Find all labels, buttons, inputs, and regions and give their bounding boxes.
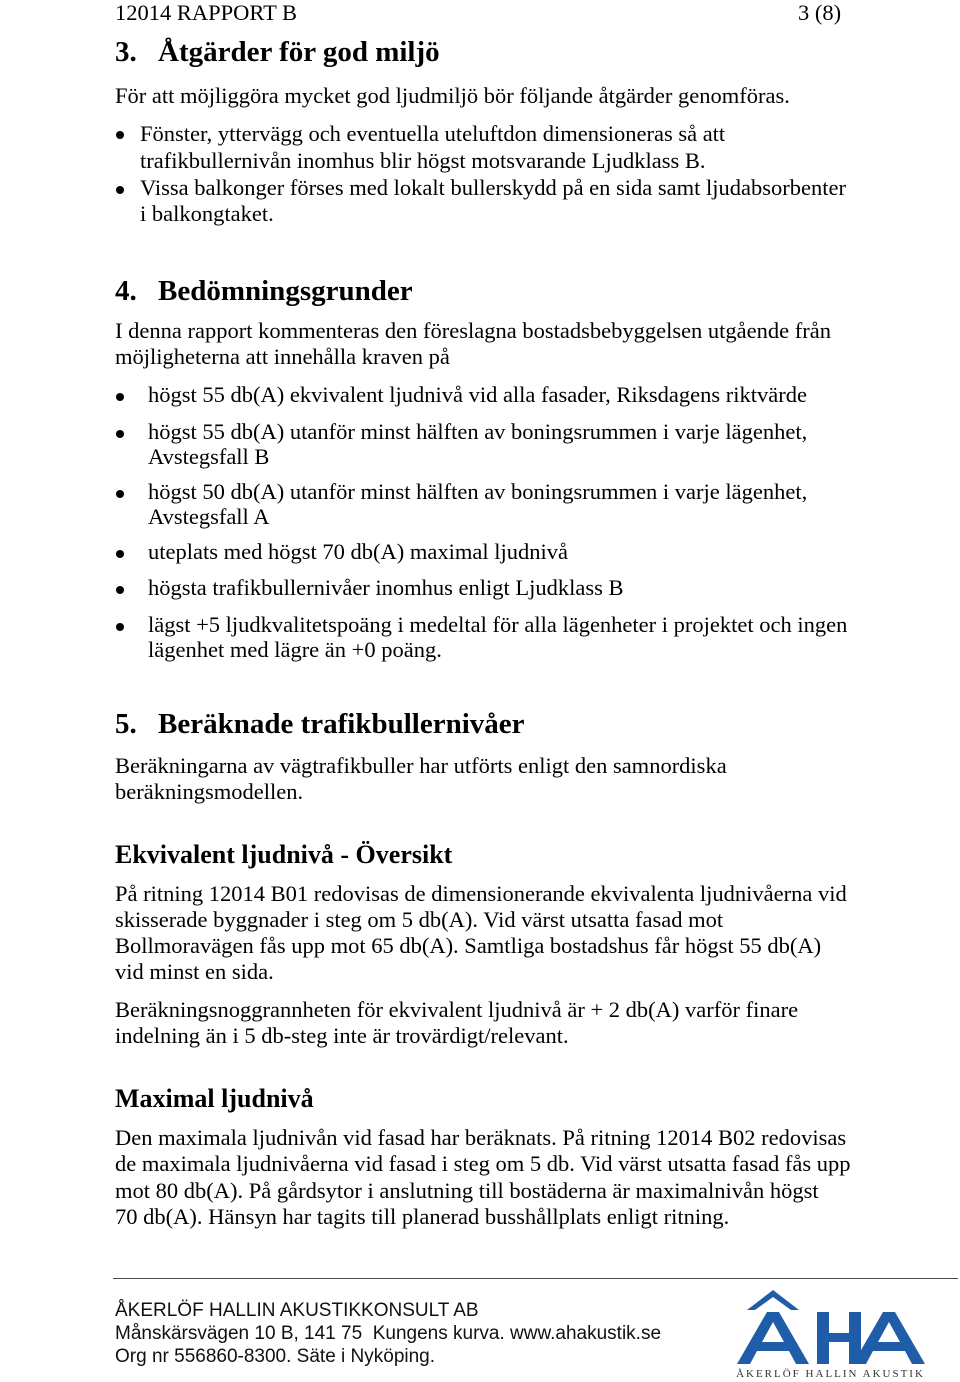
bullet-icon xyxy=(116,131,124,139)
paragraph-line: mot 80 db(A). På gårdsytor i anslutning till bostäderna är maximalnivån högst xyxy=(115,1177,819,1203)
company-registration: Org nr 556860-8300. Säte i Nyköping. xyxy=(115,1346,436,1367)
logo-ring-chevron xyxy=(747,1290,799,1310)
logo-letter-h xyxy=(817,1312,861,1364)
bullet-text xyxy=(115,612,847,662)
report-id: 12014 RAPPORT B xyxy=(115,0,298,25)
maximal-paragraph xyxy=(115,1125,851,1230)
paragraph-line: Bollmoravägen fås upp mot 65 db(A). Samtliga bostadshus får högst 55 db(A) xyxy=(115,933,822,958)
section-5-number: 5. xyxy=(115,708,137,740)
paragraph-line: För att möjliggöra mycket god ljudmiljö bör följande åtgärder genomföras. xyxy=(115,83,790,108)
paragraph-line: beräkningsmodellen. xyxy=(115,779,304,804)
bullet-line: uteplats med högst 70 db(A) maximal ljudnivå xyxy=(148,539,568,564)
section-3-heading xyxy=(115,35,440,69)
paragraph-line: vid minst en sida. xyxy=(115,959,274,984)
paragraph-line: Den maximala ljudnivån vid fasad har beräknats. På ritning 12014 B02 redovisas xyxy=(115,1125,847,1150)
bullet-item xyxy=(115,612,847,662)
section-3-number: 3. xyxy=(115,36,137,68)
logo-letter-a xyxy=(737,1312,809,1364)
section-4-number: 4. xyxy=(115,275,137,307)
bullet-icon xyxy=(116,430,124,438)
bullet-line: högst 55 db(A) utanför minst hälften av boningsrummen i varje lägenhet, xyxy=(148,419,808,444)
bullet-text xyxy=(115,479,807,529)
bullet-line: högst 55 db(A) ekvivalent ljudnivå vid alla fasader, Riksdagens riktvärde xyxy=(148,382,807,407)
bullet-icon xyxy=(116,586,124,594)
paragraph-line: de maximala ljudnivåerna vid fasad i steg om 5 db. Vid värst utsatta fasad fås upp xyxy=(115,1151,851,1177)
section-5-title: Beräknade trafikbullernivåer xyxy=(158,708,525,740)
bullet-icon xyxy=(116,623,124,631)
paragraph-line: Beräkningarna av vägtrafikbuller har utförts enligt den samnordiska xyxy=(115,753,727,778)
bullet-line: Avstegsfall A xyxy=(148,504,270,529)
logo-letter-a-second xyxy=(853,1312,925,1364)
paragraph-line: möjligheterna att innehålla kraven på xyxy=(115,344,450,369)
bullet-text xyxy=(115,539,568,564)
bullet-line: Fönster, yttervägg och eventuella uteluftdon dimensioneras så att xyxy=(140,121,726,146)
company-logo xyxy=(733,1286,928,1366)
paragraph-line: indelning än i 5 db-steg inte är trovärdigt/relevant. xyxy=(115,1023,569,1048)
bullet-line: i balkongtaket. xyxy=(140,201,274,226)
section-3-title: Åtgärder för god miljö xyxy=(158,36,440,68)
logo-caption: ÅKERLÖF HALLIN AKUSTIK xyxy=(736,1368,925,1380)
section-5-intro xyxy=(115,753,727,805)
bullet-icon xyxy=(116,550,124,558)
bullet-line: lägenhet med lägre än +0 poäng. xyxy=(148,637,442,662)
paragraph-line: På ritning 12014 B01 redovisas de dimensionerande ekvivalenta ljudnivåerna vid xyxy=(115,881,847,906)
bullet-icon xyxy=(116,393,124,401)
section-4-heading xyxy=(115,274,413,308)
bullet-item xyxy=(115,539,568,564)
company-address: Månskärsvägen 10 B, 141 75 Kungens kurva. www.ahakustik.se xyxy=(115,1323,662,1344)
paragraph-line: 70 db(A). Hänsyn har tagits till planerad busshållplats enligt ritning. xyxy=(115,1203,730,1229)
accuracy-paragraph xyxy=(115,997,798,1049)
company-name: ÅKERLÖF HALLIN AKUSTIKKONSULT AB xyxy=(115,1300,479,1321)
bullet-item xyxy=(115,120,725,174)
section-4-intro xyxy=(115,318,831,370)
page-number: 3 (8) xyxy=(798,0,842,25)
bullet-text xyxy=(115,175,846,227)
paragraph-line: skisserade byggnader i steg om 5 db(A). Vid värst utsatta fasad mot xyxy=(115,907,724,932)
footer-contact xyxy=(115,1299,661,1368)
bullet-line: högst 50 db(A) utanför minst hälften av boningsrummen i varje lägenhet, xyxy=(148,479,808,504)
bullet-line: Vissa balkonger förses med lokalt bullerskydd på en sida samt ljudabsorbenter xyxy=(140,175,846,200)
bullet-item xyxy=(115,175,846,227)
bullet-line: trafikbullernivån inomhus blir högst motsvarande Ljudklass B. xyxy=(140,148,706,173)
footer-divider xyxy=(113,1278,958,1279)
paragraph-line: Beräkningsnoggrannheten för ekvivalent ljudnivå är + 2 db(A) varför finare xyxy=(115,997,799,1022)
bullet-item xyxy=(115,479,807,529)
paragraph-line: I denna rapport kommenteras den föreslagna bostadsbebyggelsen utgående från xyxy=(115,318,831,343)
bullet-icon xyxy=(116,186,124,194)
bullet-item xyxy=(115,382,807,407)
bullet-icon xyxy=(116,490,124,498)
section-3-intro xyxy=(115,83,790,109)
bullet-line: Avstegsfall B xyxy=(148,444,270,469)
bullet-text xyxy=(115,575,624,600)
bullet-line: högsta trafikbullernivåer inomhus enligt Ljudklass B xyxy=(148,575,624,600)
bullet-text xyxy=(115,382,807,407)
bullet-item xyxy=(115,575,624,600)
subsection-equivalent-title: Ekvivalent ljudnivå - Översikt xyxy=(115,840,453,869)
bullet-text xyxy=(115,419,807,469)
bullet-line: lägst +5 ljudkvalitetspoäng i medeltal för alla lägenheter i projektet och ingen xyxy=(148,612,848,637)
equivalent-paragraph xyxy=(115,881,847,985)
subsection-maximal-title: Maximal ljudnivå xyxy=(115,1084,314,1113)
bullet-item xyxy=(115,419,807,469)
section-4-title: Bedömningsgrunder xyxy=(158,275,413,307)
section-5-heading xyxy=(115,707,525,741)
bullet-text xyxy=(115,120,725,174)
